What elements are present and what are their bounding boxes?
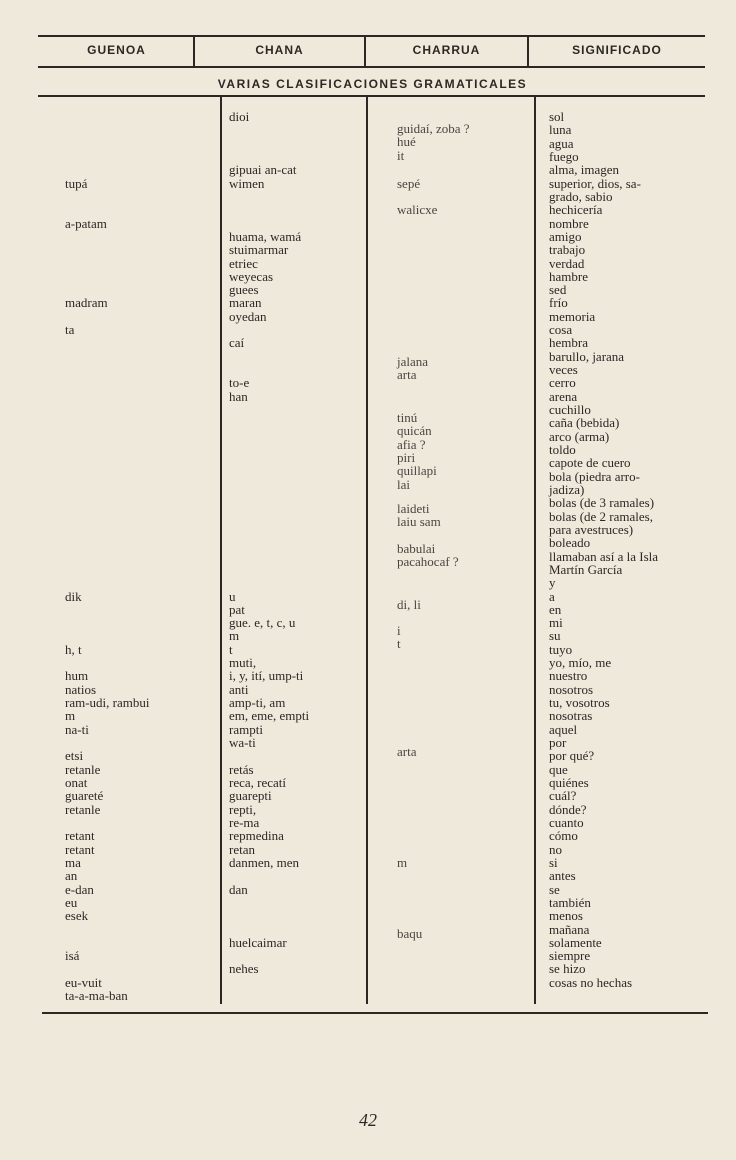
- significado-entry: cuchillo: [549, 402, 591, 418]
- guenoa-entry: h, t: [65, 641, 82, 657]
- chana-entry: repmedina: [229, 828, 284, 844]
- guenoa-entry: ram-udi, rambui: [65, 695, 150, 711]
- significado-entry: hembra: [549, 335, 588, 351]
- significado-entry: bolas (de 2 ramales,: [549, 508, 653, 524]
- guenoa-entry: retant: [65, 841, 95, 857]
- significado-entry: cuanto: [549, 814, 584, 830]
- chana-entry: etriec: [229, 255, 258, 271]
- significado-entry: arco (arma): [549, 428, 610, 444]
- chana-entry: nehes: [229, 961, 259, 977]
- chana-entry: t: [229, 641, 233, 657]
- guenoa-entry: m: [65, 708, 76, 724]
- header-significado: SIGNIFICADO: [572, 43, 662, 57]
- significado-entry: por qué?: [549, 748, 595, 764]
- significado-entry: bola (piedra arro-: [549, 468, 640, 484]
- chana-entry: u: [229, 588, 236, 604]
- significado-entry: fuego: [549, 148, 579, 164]
- significado-entry: para avestruces): [549, 521, 634, 537]
- chana-entry: caí: [229, 335, 245, 351]
- chana-entry: dan: [229, 881, 248, 897]
- significado-entry: amigo: [549, 228, 582, 244]
- significado-entry: cosas no hechas: [549, 974, 633, 990]
- significado-entry: se: [549, 881, 560, 897]
- significado-entry: Martín García: [549, 561, 623, 577]
- chana-entry: huama, wamá: [229, 228, 302, 244]
- chana-entry: oyedan: [229, 308, 267, 324]
- significado-entry: veces: [549, 362, 578, 378]
- significado-entry: bolas (de 3 ramales): [549, 495, 655, 511]
- guenoa-entry: retanle: [65, 801, 101, 817]
- chana-entry: wa-ti: [229, 735, 256, 751]
- charrua-entry: quillapi: [397, 463, 437, 479]
- significado-entry: arena: [549, 388, 578, 404]
- page-number: 42: [359, 1110, 377, 1130]
- guenoa-entry: an: [65, 868, 78, 884]
- chana-entry: guarepti: [229, 788, 272, 804]
- header-chana: CHANA: [255, 43, 304, 57]
- header-bottom-rule: [38, 66, 705, 68]
- chana-entry: m: [229, 628, 240, 644]
- guenoa-entry: hum: [65, 668, 89, 684]
- significado-entry: nombre: [549, 215, 589, 231]
- chana-entry: han: [229, 388, 248, 404]
- significado-entry: sol: [549, 109, 565, 124]
- charrua-entry: guidaí, zoba ?: [397, 120, 470, 136]
- chana-entry: retás: [229, 761, 254, 777]
- significado-entry: en: [549, 601, 562, 617]
- significado-entry: menos: [549, 908, 583, 924]
- significado-entry: a: [549, 588, 555, 604]
- significado-entry: cosa: [549, 322, 573, 338]
- significado-entry: luna: [549, 122, 572, 138]
- guenoa-entry: ta-a-ma-ban: [65, 988, 128, 1004]
- guenoa-entry: dik: [65, 588, 82, 604]
- significado-entry: superior, dios, sa-: [549, 175, 641, 191]
- significado-entry: grado, sabio: [549, 188, 613, 204]
- significado-entry: cómo: [549, 828, 578, 844]
- guenoa-entry: natios: [65, 681, 97, 697]
- significado-entry: mi: [549, 615, 563, 631]
- significado-entry: capote de cuero: [549, 455, 631, 471]
- charrua-entry: sepé: [397, 175, 421, 191]
- guenoa-entry: etsi: [65, 748, 84, 764]
- significado-entry: caña (bebida): [549, 415, 620, 431]
- chana-entry: muti,: [229, 655, 257, 671]
- significado-entry: solamente: [549, 934, 602, 950]
- chana-entry: i, y, ití, ump-ti: [229, 668, 304, 684]
- top-rule: [38, 35, 705, 37]
- significado-entry: hechicería: [549, 202, 603, 218]
- chana-entry: to-e: [229, 375, 250, 391]
- significado-entry: no: [549, 841, 562, 857]
- guenoa-entry: ma: [65, 854, 81, 870]
- charrua-entry: jalana: [397, 354, 429, 370]
- charrua-entry: arta: [397, 744, 417, 760]
- charrua-entry: quicán: [397, 423, 432, 439]
- guenoa-entry: e-dan: [65, 881, 94, 897]
- chana-entry: huelcaimar: [229, 934, 287, 950]
- significado-entry: jadiza): [549, 481, 585, 497]
- guenoa-entry: eu: [65, 894, 78, 910]
- significado-entry: tu, vosotros: [549, 695, 610, 711]
- charrua-entry: arta: [397, 367, 417, 383]
- charrua-entry: walicxe: [397, 202, 438, 218]
- significado-entry: barullo, jarana: [549, 348, 625, 364]
- guenoa-entry: esek: [65, 908, 89, 924]
- guenoa-entry: madram: [65, 295, 108, 311]
- significado-entry: boleado: [549, 535, 591, 551]
- guenoa-entry: a-patam: [65, 215, 107, 231]
- significado-entry: hambre: [549, 268, 588, 284]
- significado-entry: yo, mío, me: [549, 655, 612, 671]
- charrua-entry: pacahocaf ?: [397, 553, 459, 569]
- chana-entry: amp-ti, am: [229, 695, 286, 711]
- significado-entry: trabajo: [549, 242, 586, 258]
- chana-entry: em, eme, empti: [229, 708, 310, 724]
- guenoa-entry: retanle: [65, 761, 101, 777]
- subtitle-rule: [38, 95, 705, 97]
- significado-entry: toldo: [549, 442, 576, 457]
- charrua-entry: laideti: [397, 500, 430, 516]
- significado-entry: por: [549, 735, 567, 751]
- body-divider-2: [366, 97, 368, 1004]
- significado-entry: quiénes: [549, 775, 589, 790]
- significado-entry: antes: [549, 868, 576, 884]
- chana-entry: weyecas: [229, 268, 274, 284]
- significado-entry: cuál?: [549, 788, 577, 804]
- guenoa-entry: ta: [65, 322, 75, 338]
- header-guenoa: GUENOA: [87, 43, 146, 57]
- chana-entry: wimen: [229, 175, 265, 191]
- charrua-entry: laiu sam: [397, 513, 441, 529]
- guenoa-entry: eu-vuit: [65, 974, 102, 990]
- chana-entry: anti: [229, 681, 249, 697]
- charrua-entry: hué: [397, 134, 416, 150]
- body-divider-1: [220, 97, 222, 1004]
- significado-entry: mañana: [549, 921, 590, 937]
- significado-entry: y: [549, 575, 556, 591]
- charrua-entry: it: [397, 147, 405, 163]
- chana-entry: guees: [229, 282, 259, 298]
- significado-entry: tuyo: [549, 641, 573, 657]
- charrua-entry: piri: [397, 449, 416, 465]
- charrua-entry: babulai: [397, 540, 436, 556]
- guenoa-entry: retant: [65, 828, 95, 844]
- guenoa-entry: tupá: [65, 175, 88, 191]
- significado-entry: cerro: [549, 375, 576, 391]
- chana-entry: maran: [229, 295, 262, 311]
- body-divider-3: [534, 97, 536, 1004]
- guenoa-entry: na-ti: [65, 721, 89, 737]
- guenoa-entry: isá: [65, 948, 80, 964]
- chana-entry: gipuai an-cat: [229, 162, 297, 178]
- significado-entry: nuestro: [549, 668, 588, 684]
- chana-entry: pat: [229, 601, 245, 617]
- significado-entry: nosotras: [549, 708, 593, 724]
- guenoa-entry: onat: [65, 775, 88, 790]
- chana-entry: stuimarmar: [229, 242, 289, 258]
- header-charrua: CHARRUA: [412, 43, 481, 57]
- chana-entry: rampti: [229, 721, 263, 737]
- significado-entry: dónde?: [549, 801, 587, 817]
- significado-entry: verdad: [549, 255, 585, 271]
- significado-entry: siempre: [549, 948, 591, 964]
- significado-entry: que: [549, 761, 568, 777]
- table-bottom-rule: [42, 1012, 708, 1014]
- charrua-entry: afia ?: [397, 436, 426, 452]
- chana-entry: repti,: [229, 801, 257, 817]
- chana-entry: re-ma: [229, 814, 260, 830]
- chana-entry: dioi: [229, 109, 250, 124]
- charrua-entry: t: [397, 636, 401, 652]
- significado-entry: también: [549, 894, 591, 910]
- charrua-entry: di, li: [397, 596, 421, 612]
- significado-entry: frío: [549, 295, 568, 311]
- chana-entry: gue. e, t, c, u: [229, 615, 296, 631]
- charrua-entry: lai: [397, 476, 410, 492]
- significado-entry: memoria: [549, 308, 596, 324]
- significado-entry: sed: [549, 282, 567, 298]
- charrua-entry: tinú: [397, 410, 418, 426]
- section-title: VARIAS CLASIFICACIONES GRAMATICALES: [217, 77, 528, 91]
- chana-entry: reca, recatí: [229, 775, 287, 790]
- significado-entry: se hizo: [549, 961, 586, 977]
- charrua-entry: m: [397, 854, 408, 870]
- significado-entry: llamaban así a la Isla: [549, 548, 659, 564]
- charrua-entry: i: [397, 623, 401, 639]
- chana-entry: retan: [229, 841, 255, 857]
- chana-entry: danmen, men: [229, 854, 300, 870]
- significado-entry: si: [549, 854, 558, 870]
- significado-entry: alma, imagen: [549, 162, 620, 178]
- significado-entry: su: [549, 628, 561, 644]
- significado-entry: agua: [549, 135, 574, 151]
- significado-entry: nosotros: [549, 681, 594, 697]
- charrua-entry: baqu: [397, 925, 423, 941]
- significado-entry: aquel: [549, 721, 578, 737]
- guenoa-entry: guareté: [65, 788, 104, 804]
